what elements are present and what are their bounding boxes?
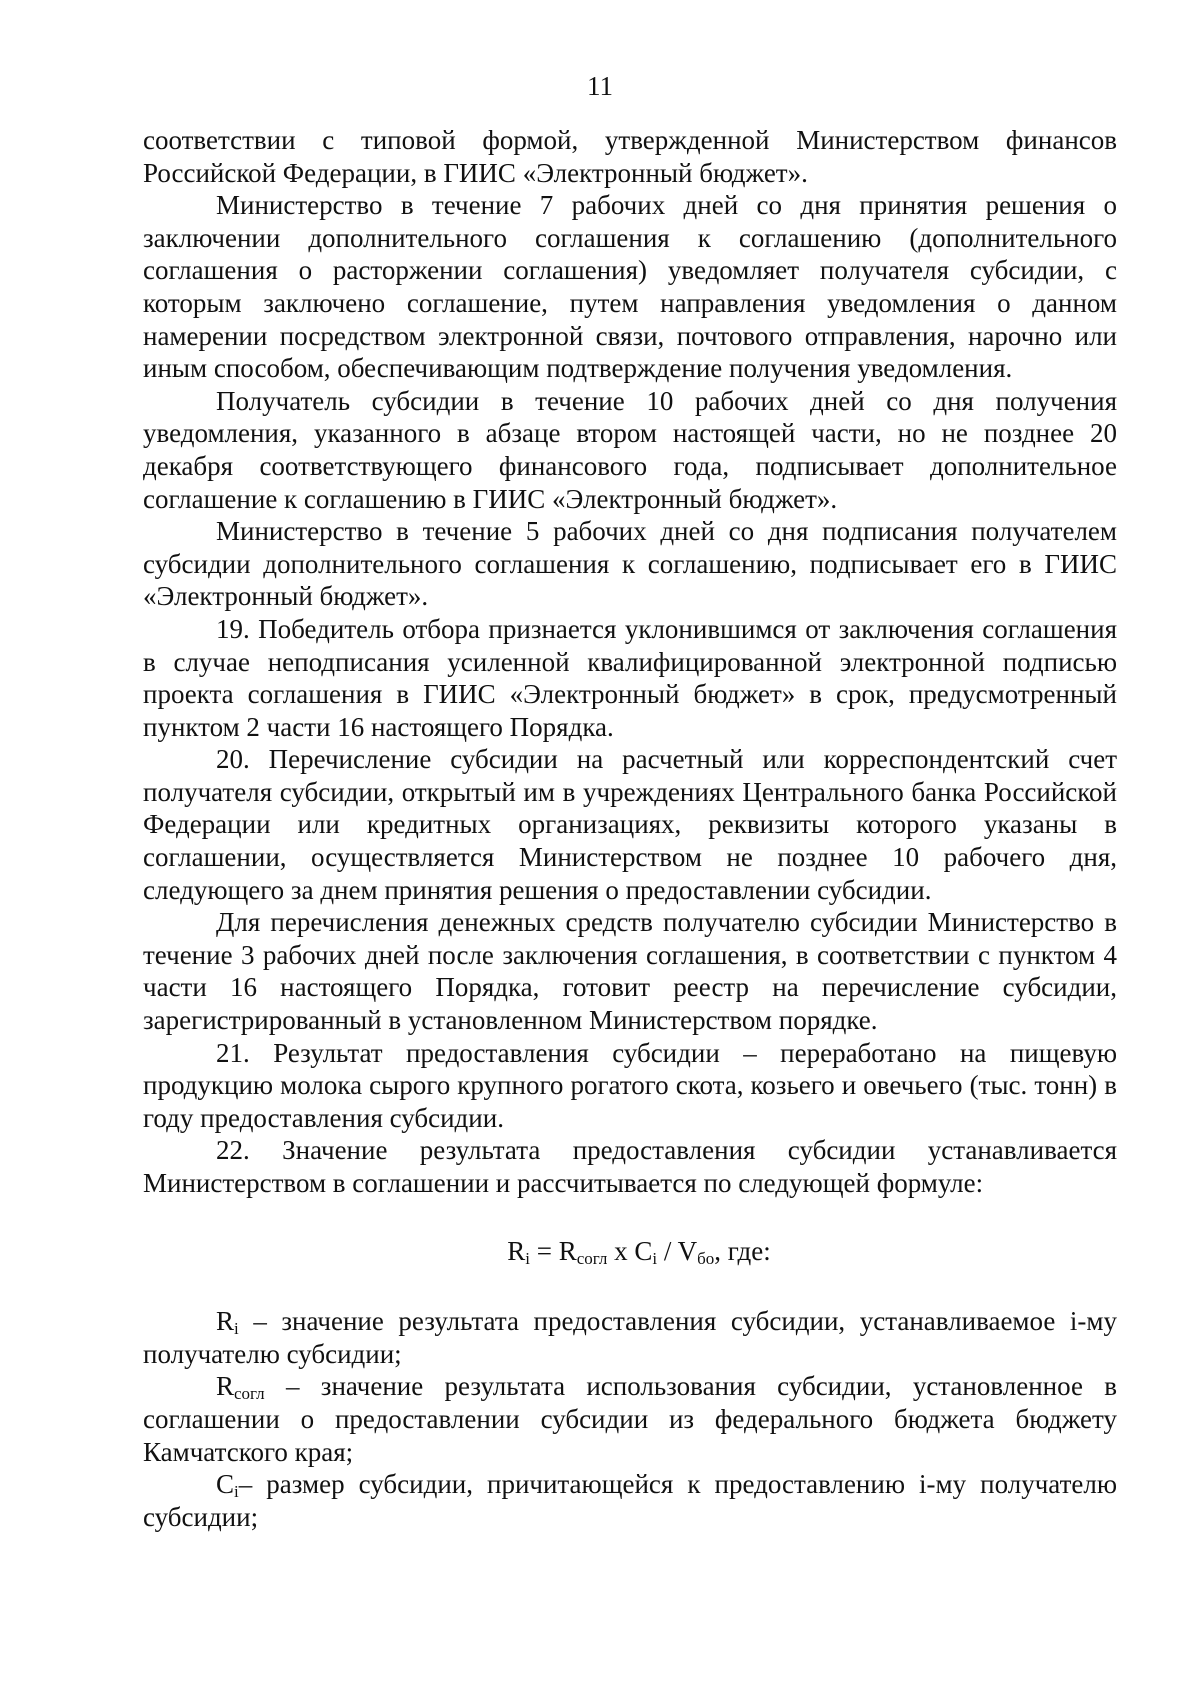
formula-symbol: R <box>507 1235 526 1266</box>
paragraph: соответствии с типовой формой, утвержденной Министерством финансов Российской Федерации, в ГИИС «Электронный бюджет». <box>143 125 1117 188</box>
formula-subscript: согл <box>576 1248 608 1268</box>
formula-operator: x <box>607 1235 635 1266</box>
definition-c-i <box>143 1468 1117 1533</box>
formula-operator: = <box>529 1235 559 1266</box>
paragraph: Получатель субсидии в течение 10 рабочих дней со дня получения уведомления, указанного в абзаце втором настоящей части, но не позднее 20 декабря соответствующего финансового года, подписывает дополнительное соглашение к соглашению в ГИИС «Электронный бюджет». <box>143 385 1117 514</box>
formula-subscript: i <box>525 1248 530 1268</box>
definition-text: – значение результата использования субсидии, установленное в соглашении о предоставлении субсидии из федерального бюджета бюджету Камчатского края; <box>143 1371 1117 1467</box>
paragraph-item-22: 22. Значение результата предоставления субсидии устанавливается Министерством в соглашении и рассчитывается по следующей формуле: <box>143 1135 1117 1198</box>
paragraph: Для перечисления денежных средств получателю субсидии Министерство в течение 3 рабочих дней после заключения соглашения, в соответствии с пунктом 4 части 16 настоящего Порядка, готовит реестр на перечисление субсидии, зарегистрированный в установленном Министерством порядке. <box>143 907 1117 1036</box>
definition-r-sogl <box>143 1370 1117 1468</box>
formula-tail: , где: <box>714 1235 771 1266</box>
formula-symbol: C <box>634 1235 653 1266</box>
definition-subscript: i <box>234 1482 239 1502</box>
result-formula <box>143 1235 1117 1268</box>
paragraph: Министерство в течение 5 рабочих дней со дня подписания получателем субсидии дополнительного соглашения к соглашению, подписывает его в ГИИС «Электронный бюджет». <box>143 516 1117 612</box>
definition-symbol: C <box>216 1469 235 1500</box>
formula-symbol: R <box>558 1235 577 1266</box>
formula-subscript: бо <box>697 1248 715 1268</box>
paragraph: Министерство в течение 7 рабочих дней со дня принятия решения о заключении дополнительного соглашения к соглашению (дополнительного соглашения о расторжении соглашения) уведомляет получателя субсидии, с которым заключено соглашение, путем направления уведомления о данном намерении посредством электронной связи, почтового отправления, нарочно или иным способом, обеспечивающим подтверждение получения уведомления. <box>143 190 1117 384</box>
definition-symbol: R <box>216 1306 235 1337</box>
definition-subscript: согл <box>234 1384 265 1404</box>
formula-operator: / <box>657 1235 678 1266</box>
definition-subscript: i <box>234 1319 239 1339</box>
definition-r-i <box>143 1305 1117 1370</box>
paragraph-item-20: 20. Перечисление субсидии на расчетный или корреспондентский счет получателя субсидии, открытый им в учреждениях Центрального банка Российской Федерации или кредитных организациях, реквизиты которого указаны в соглашении, осуществляется Министерством не позднее 10 рабочего дня, следующего за днем принятия решения о предоставлении субсидии. <box>143 744 1117 905</box>
definition-text: – размер субсидии, причитающейся к предоставлению i-му получателю субсидии; <box>143 1469 1117 1532</box>
formula-symbol: V <box>677 1235 698 1266</box>
definition-symbol: R <box>216 1371 235 1402</box>
document-body <box>143 124 1117 1533</box>
formula-subscript: i <box>652 1248 658 1268</box>
paragraph-item-21: 21. Результат предоставления субсидии – переработано на пищевую продукцию молока сырого крупного рогатого скота, козьего и овечьего (тыс. тонн) в году предоставления субсидии. <box>143 1037 1117 1133</box>
definition-text: – значение результата предоставления субсидии, устанавливаемое i-му получателю субсидии; <box>143 1306 1117 1369</box>
paragraph-item-19: 19. Победитель отбора признается уклонившимся от заключения соглашения в случае неподписания усиленной квалифицированной электронной подписью проекта соглашения в ГИИС «Электронный бюджет» в срок, предусмотренный пунктом 2 части 16 настоящего Порядка. <box>143 613 1117 742</box>
page-number: 11 <box>587 71 613 101</box>
